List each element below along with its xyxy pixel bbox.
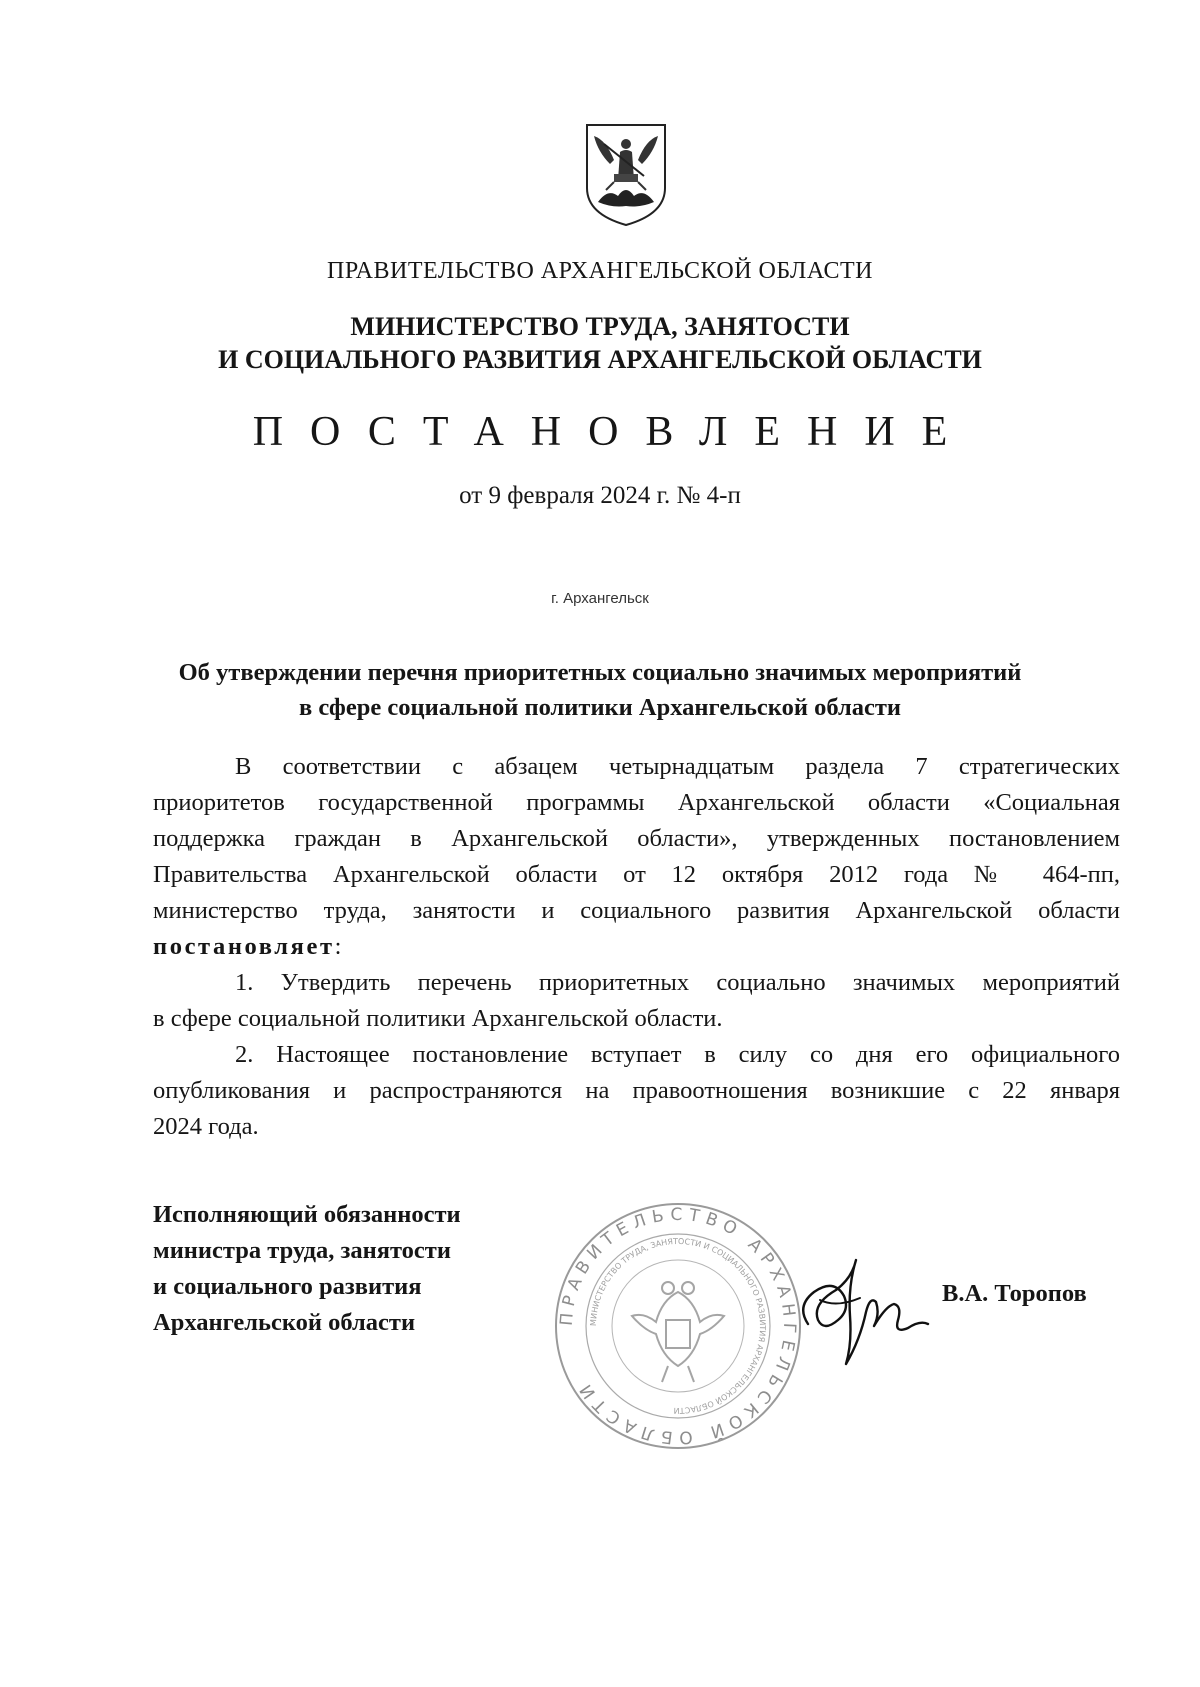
item-1-line: 1. Утвердить перечень приоритетных социально значимых мероприятий [235, 969, 1120, 996]
ministry-title-line-2: И СОЦИАЛЬНОГО РАЗВИТИЯ АРХАНГЕЛЬСКОЙ ОБЛАСТИ [218, 345, 982, 374]
handwritten-signature-icon [790, 1250, 930, 1368]
stamp-inner-text: МИНИСТЕРСТВО ТРУДА, ЗАНЯТОСТИ И СОЦИАЛЬНОГО РАЗВИТИЯ АРХАНГЕЛЬСКОЙ ОБЛАСТИ [588, 1236, 768, 1416]
item-2-line: опубликования и распространяются на правоотношения возникшие с 22 января [153, 1077, 1120, 1104]
signer-title-line: Архангельской области [153, 1309, 416, 1336]
signer-title-line: Исполняющий обязанности [153, 1201, 461, 1228]
preamble-line: Правительства Архангельской области от 12 октября 2012 года № 464-пп, [153, 861, 1120, 888]
coat-of-arms-icon [584, 122, 668, 228]
preamble-line: поддержка граждан в Архангельской области», утвержденных постановлением [153, 825, 1120, 852]
item-1-line: в сфере социальной политики Архангельской области. [153, 1005, 723, 1032]
official-seal-icon [552, 1200, 804, 1452]
decree-line [153, 932, 1120, 962]
svg-text:МИНИСТЕРСТВО ТРУДА, ЗАНЯТОСТИ [589, 1237, 767, 1415]
subject-line-1: Об утверждении перечня приоритетных социально значимых мероприятий [178, 659, 1022, 686]
preamble-line: приоритетов государственной программы Архангельской области «Социальная [153, 789, 1120, 816]
item-2-line: 2024 года. [153, 1113, 259, 1140]
preamble-line: министерство труда, занятости и социального развития Архангельской области [153, 897, 1120, 924]
decree-colon: : [334, 933, 342, 960]
signer-name: В.А. Торопов [942, 1280, 1087, 1307]
decree-word: постановляет [153, 933, 335, 960]
document-city: г. Архангельск [551, 590, 649, 607]
document-date-number: от 9 февраля 2024 г. № 4-п [459, 482, 741, 509]
item-2-line: 2. Настоящее постановление вступает в силу со дня его официального [235, 1041, 1120, 1068]
signer-title-line: и социального развития [153, 1273, 422, 1300]
document-type: ПОСТАНОВЛЕНИЕ [252, 409, 975, 455]
stamp-outer-text: ПРАВИТЕЛЬСТВО АРХАНГЕЛЬСКОЙ ОБЛАСТИ [556, 1204, 800, 1448]
signer-title-line: министра труда, занятости [153, 1237, 451, 1264]
government-title: ПРАВИТЕЛЬСТВО АРХАНГЕЛЬСКОЙ ОБЛАСТИ [327, 258, 873, 284]
preamble-line: В соответствии с абзацем четырнадцатым раздела 7 стратегических [235, 753, 1120, 780]
subject-line-2: в сфере социальной политики Архангельской области [299, 694, 901, 721]
ministry-title-line-1: МИНИСТЕРСТВО ТРУДА, ЗАНЯТОСТИ [350, 312, 850, 341]
